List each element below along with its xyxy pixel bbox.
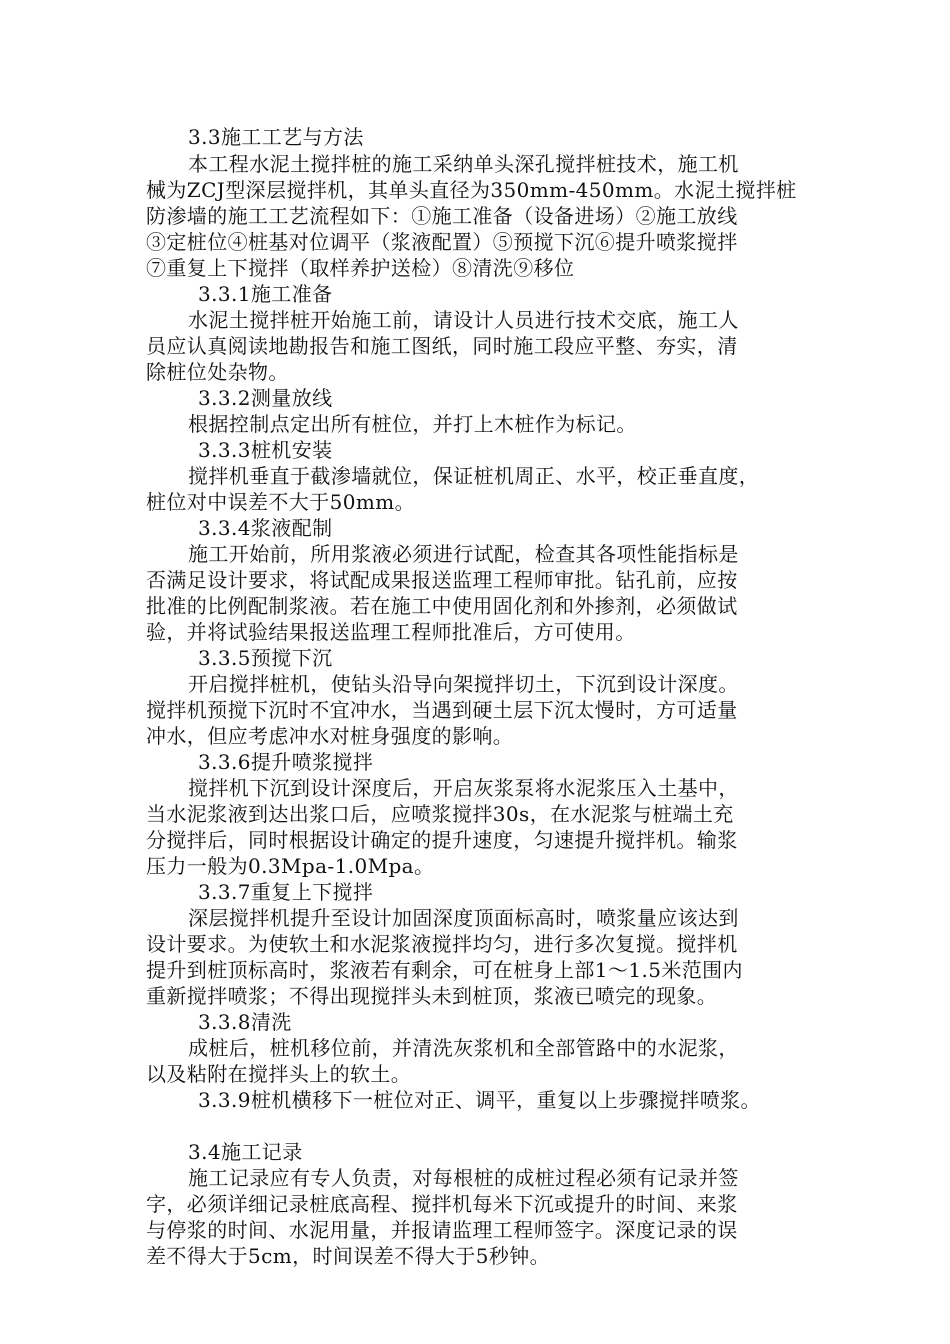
paragraph-line: 以及粘附在搅拌头上的软土。 (146, 1062, 412, 1086)
subsection-heading-3-3-4: 3.3.4浆液配制 (198, 516, 333, 540)
subsection-heading-3-3-8: 3.3.8清洗 (198, 1010, 292, 1034)
paragraph-line: ③定桩位④桩基对位调平（浆液配置）⑤预搅下沉⑥提升喷浆搅拌 (146, 230, 738, 254)
subsection-heading-3-3-1: 3.3.1施工准备 (198, 282, 333, 306)
paragraph-line: 搅拌机下沉到设计深度后，开启灰浆泵将水泥浆压入土基中， (188, 776, 739, 800)
paragraph-line: 字，必须详细记录桩底高程、搅拌机每米下沉或提升的时间、来浆 (146, 1192, 738, 1216)
paragraph-line: 与停浆的时间、水泥用量，并报请监理工程师签字。深度记录的误 (146, 1218, 738, 1242)
paragraph-line: 重新搅拌喷浆；不得出现搅拌头未到桩顶，浆液已喷完的现象。 (146, 984, 718, 1008)
paragraph-line: 否满足设计要求，将试配成果报送监理工程师审批。钻孔前，应按 (146, 568, 738, 592)
subsection-heading-3-3-2: 3.3.2测量放线 (198, 386, 333, 410)
paragraph-line: 开启搅拌桩机，使钻头沿导向架搅拌切土，下沉到设计深度。 (188, 672, 739, 696)
paragraph-line: 水泥土搅拌桩开始施工前，请设计人员进行技术交底，施工人 (188, 308, 739, 332)
paragraph-line: 压力一般为0.3Mpa-1.0Mpa。 (146, 854, 435, 878)
paragraph-line: 当水泥浆液到达出浆口后，应喷浆搅拌30s，在水泥浆与桩端土充 (146, 802, 734, 826)
paragraph-line: 搅拌机垂直于截渗墙就位，保证桩机周正、水平，校正垂直度， (188, 464, 760, 488)
paragraph-line: 防渗墙的施工工艺流程如下：①施工准备（设备进场）②施工放线 (146, 204, 738, 228)
paragraph-line: 验，并将试验结果报送监理工程师批准后，方可使用。 (146, 620, 636, 644)
paragraph-line: 施工开始前，所用浆液必须进行试配，检查其各项性能指标是 (188, 542, 739, 566)
paragraph-line: 提升到桩顶标高时，浆液若有剩余，可在桩身上部1～1.5米范围内 (146, 958, 743, 982)
paragraph-line: 深层搅拌机提升至设计加固深度顶面标高时，喷浆量应该达到 (188, 906, 739, 930)
paragraph-line: 差不得大于5cm，时间误差不得大于5秒钟。 (146, 1244, 551, 1268)
paragraph-line: 施工记录应有专人负责，对每根桩的成桩过程必须有记录并签 (188, 1166, 739, 1190)
paragraph-line: 搅拌机预搅下沉时不宜冲水，当遇到硬土层下沉太慢时，方可适量 (146, 698, 738, 722)
subsection-heading-3-3-6: 3.3.6提升喷浆搅拌 (198, 750, 374, 774)
paragraph-line: 冲水，但应考虑冲水对桩身强度的影响。 (146, 724, 514, 748)
paragraph-line: 批准的比例配制浆液。若在施工中使用固化剂和外掺剂，必须做试 (146, 594, 738, 618)
paragraph-line: 械为ZCJ型深层搅拌机，其单头直径为350mm-450mm。水泥土搅拌桩 (146, 178, 797, 202)
subsection-heading-3-3-9: 3.3.9桩机横移下一桩位对正、调平，重复以上步骤搅拌喷浆。 (198, 1088, 761, 1112)
paragraph-line: 分搅拌后，同时根据设计确定的提升速度，匀速提升搅拌机。输浆 (146, 828, 738, 852)
paragraph-line: ⑦重复上下搅拌（取样养护送检）⑧清洗⑨移位 (146, 256, 575, 280)
paragraph-line: 除桩位处杂物。 (146, 360, 289, 384)
section-heading-3-3: 3.3施工工艺与方法 (188, 125, 364, 149)
subsection-heading-3-3-3: 3.3.3桩机安装 (198, 438, 333, 462)
paragraph-line: 桩位对中误差不大于50mm。 (146, 490, 415, 514)
paragraph-line: 成桩后，桩机移位前，并清洗灰浆机和全部管路中的水泥浆， (188, 1036, 739, 1060)
paragraph-line: 本工程水泥土搅拌桩的施工采纳单头深孔搅拌桩技术，施工机 (188, 152, 739, 176)
paragraph-line: 员应认真阅读地勘报告和施工图纸，同时施工段应平整、夯实，清 (146, 334, 738, 358)
subsection-heading-3-3-7: 3.3.7重复上下搅拌 (198, 880, 374, 904)
paragraph-line: 设计要求。为使软土和水泥浆液搅拌均匀，进行多次复搅。搅拌机 (146, 932, 738, 956)
paragraph-line: 根据控制点定出所有桩位，并打上木桩作为标记。 (188, 412, 637, 436)
section-heading-3-4: 3.4施工记录 (188, 1140, 303, 1164)
subsection-heading-3-3-5: 3.3.5预搅下沉 (198, 646, 333, 670)
